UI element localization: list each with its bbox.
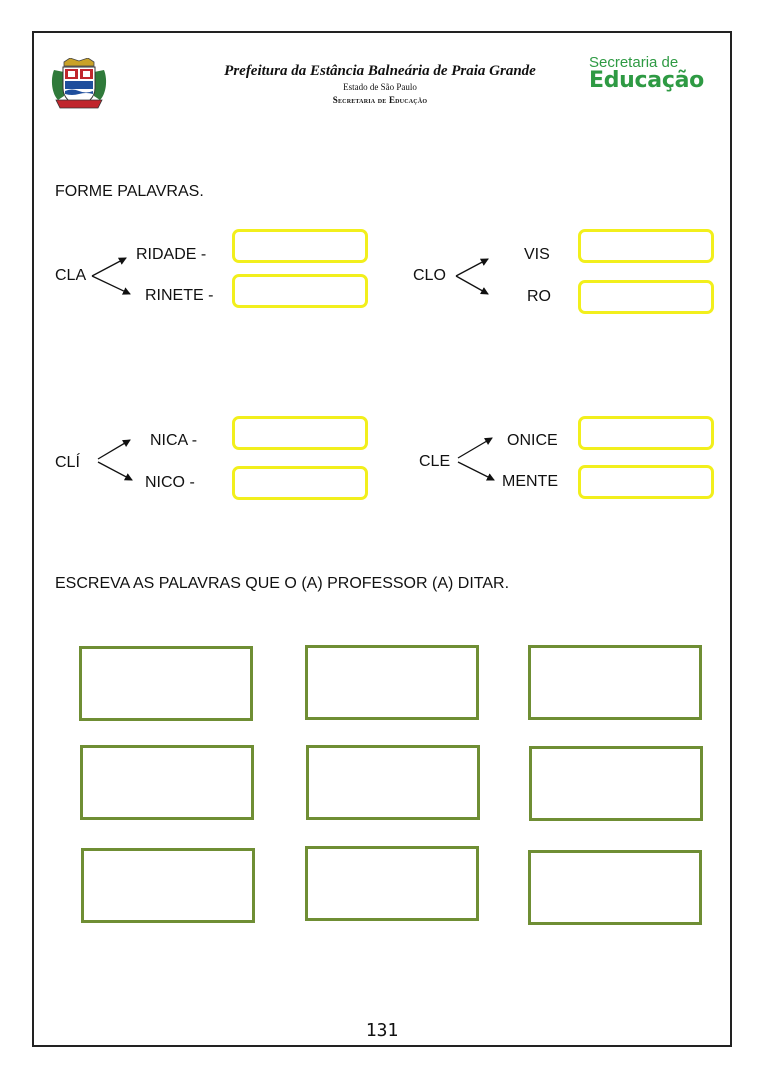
arrow-cla-down (92, 276, 130, 294)
page-number: 131 (365, 1020, 399, 1041)
arrow-cli-up (98, 440, 130, 459)
arrow-cle-down (458, 462, 494, 480)
education-logo-main: Educação (589, 68, 704, 93)
arrow-cli-down (98, 462, 132, 480)
stem-clo: CLO (413, 267, 446, 284)
education-logo-top: Secretaria de (589, 54, 679, 71)
dictation-box-2[interactable] (305, 645, 479, 720)
dictation-box-9[interactable] (528, 850, 702, 925)
arrow-cla-up (92, 258, 126, 276)
ending-onice: ONICE (507, 432, 558, 449)
stem-cli: CLÍ (55, 454, 80, 471)
ending-nico: NICO - (145, 474, 195, 491)
answer-box-cli-1[interactable] (232, 416, 368, 450)
dictation-box-4[interactable] (80, 745, 254, 820)
department-label: Secretaria de Educação (332, 95, 428, 105)
ending-ridade: RIDADE - (136, 246, 207, 263)
dictation-box-7[interactable] (81, 848, 255, 923)
ending-mente: MENTE (502, 473, 558, 490)
ending-rinete: RINETE - (145, 287, 214, 304)
dictation-box-3[interactable] (528, 645, 702, 720)
dictation-box-5[interactable] (306, 745, 480, 820)
prefecture-title: Prefeitura da Estância Balneária de Praia Grande (224, 63, 536, 79)
stem-cle: CLE (419, 453, 451, 470)
dictation-box-6[interactable] (529, 746, 703, 821)
ending-ro: RO (527, 288, 551, 305)
state-label: Estado de São Paulo (343, 82, 417, 92)
answer-box-cle-1[interactable] (578, 416, 714, 450)
dictation-box-8[interactable] (305, 846, 479, 921)
answer-box-cla-2[interactable] (232, 274, 368, 308)
arrow-cle-up (458, 438, 492, 458)
ending-nica: NICA - (150, 432, 198, 449)
answer-box-cla-1[interactable] (232, 229, 368, 263)
instruction-form-words: FORME PALAVRAS. (55, 183, 204, 200)
dictation-box-1[interactable] (79, 646, 253, 721)
answer-box-cli-2[interactable] (232, 466, 368, 500)
ending-vis: VIS (524, 246, 550, 263)
stem-cla: CLA (55, 267, 87, 284)
arrow-clo-up (456, 259, 488, 276)
answer-box-cle-2[interactable] (578, 465, 714, 499)
answer-box-clo-1[interactable] (578, 229, 714, 263)
arrow-clo-down (456, 276, 488, 294)
answer-box-clo-2[interactable] (578, 280, 714, 314)
instruction-dictation: ESCREVA AS PALAVRAS QUE O (A) PROFESSOR (A) DITAR. (55, 575, 510, 592)
